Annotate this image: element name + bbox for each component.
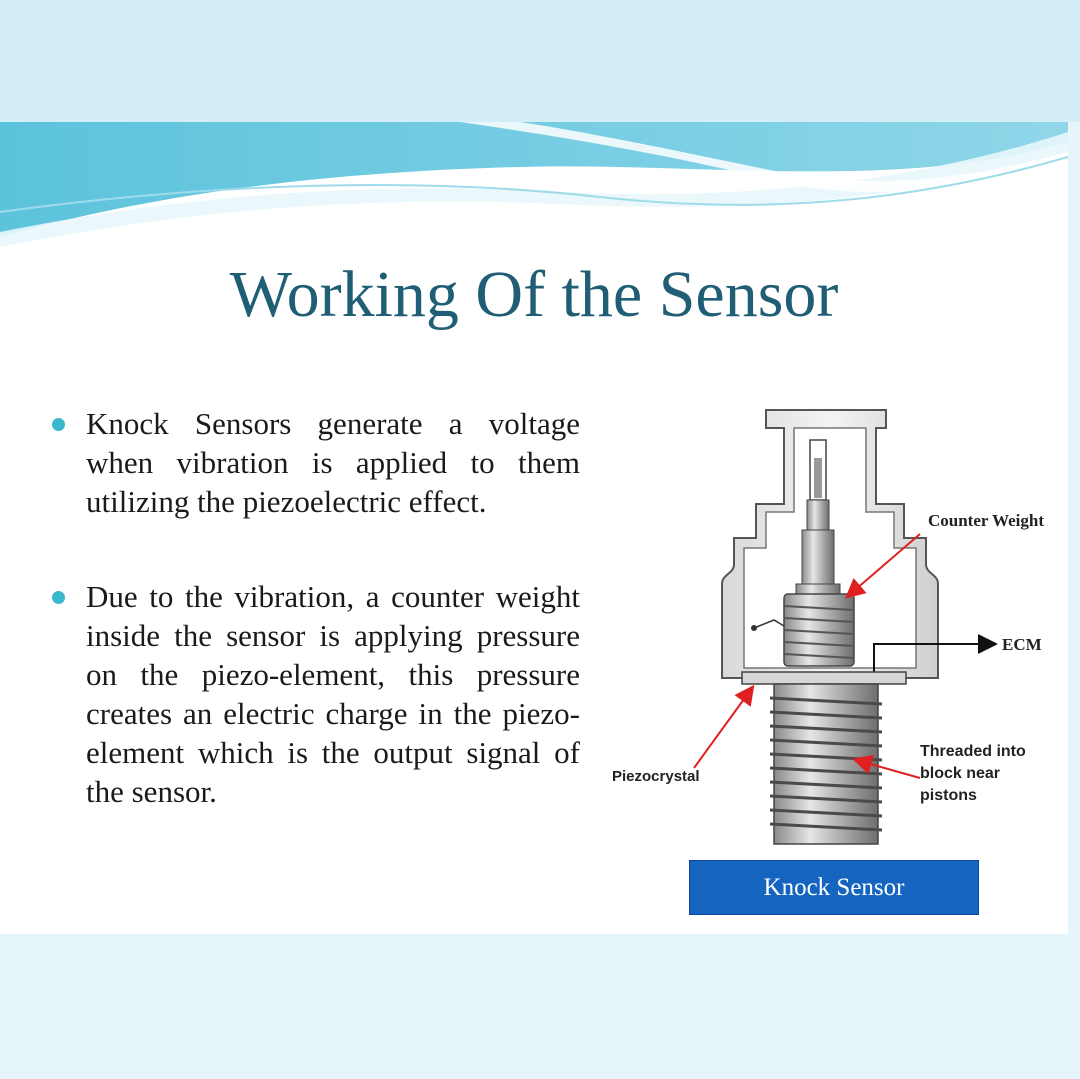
bullet-item — [52, 404, 580, 521]
bullet-item — [52, 577, 580, 811]
top-band — [0, 0, 1080, 122]
wave-header — [0, 122, 1068, 262]
label-threaded-line1: Threaded into — [920, 743, 1026, 760]
label-ecm: ECM — [1002, 635, 1042, 654]
label-threaded-line2: block near — [920, 765, 1001, 782]
bullet-list — [52, 404, 580, 867]
slide-title: Working Of the Sensor — [229, 258, 839, 331]
diagram-panel — [604, 388, 1060, 856]
bullet-icon — [52, 591, 65, 604]
bottom-band — [0, 934, 1080, 1079]
label-counter-weight: Counter Weight — [928, 511, 1045, 530]
piezo-plate — [742, 672, 906, 684]
piezocrystal-arrow — [694, 688, 752, 768]
bullet-text: Knock Sensors generate a voltage when vibration is applied to them utilizing the piezoelectric effect. — [86, 406, 580, 519]
label-piezocrystal: Piezocrystal — [612, 768, 700, 785]
knock-sensor-diagram — [604, 388, 1060, 856]
diagram-caption: Knock Sensor — [689, 860, 979, 915]
label-threaded-line3: pistons — [920, 787, 977, 804]
bullet-text: Due to the vibration, a counter weight inside the sensor is applying pressure on the piezo-element, this pressure creates an electric charge in the piezo-element which is the output signal of the sensor. — [86, 579, 580, 809]
slide — [0, 122, 1068, 934]
threaded-body — [770, 684, 882, 844]
bullet-icon — [52, 418, 65, 431]
